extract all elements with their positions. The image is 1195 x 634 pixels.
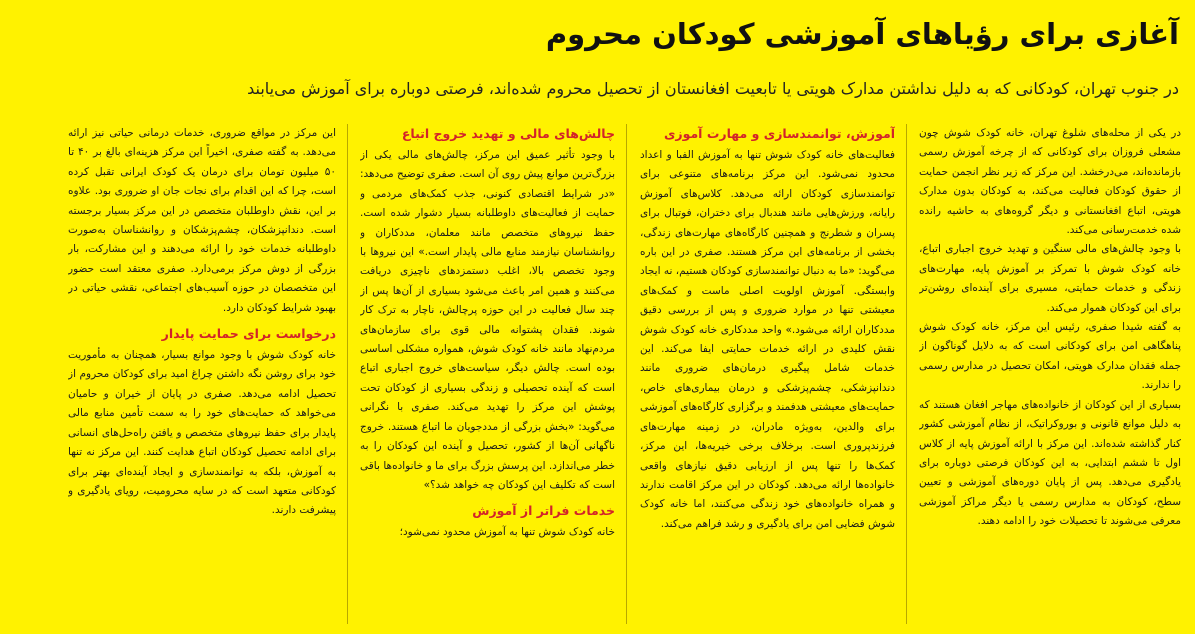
subheading-services: خدمات فراتر از آموزش: [472, 503, 615, 519]
paragraph: فعالیت‌های خانه کودک شوش تنها به آموزش الفبا و اعداد محدود نمی‌شود. این مرکز برنامه‌های متنوعی برای توانمندسازی کودکان ارائه می‌دهد. کلاس‌های آموزش رایانه، ورزش‌هایی مانند هندبال برای دختران، فوتبال برای پسران و شطرنج و همچنین کارگاه‌های مهارت‌های زندگی، بخشی از برنامه‌های این مرکز هستند. صفری در این باره می‌گوید: «ما به دنبال توانمندسازی کودکان هستیم، نه ایجاد وابستگی. آموزش اولویت اصلی ماست و کمک‌های معیشتی تنها در موارد ضروری و پس از بررسی دقیق مددکاران ارائه می‌شود.» واحد مددکاری خانه کودک شوش نقش کلیدی در ارائه خدمات حمایتی ایفا می‌کند. این خدمات شامل پیگیری درمان‌های ضروری مانند دندانپزشکی، چشم‌پزشکی و درمان بیماری‌های خاص، حمایت‌های معیشتی هدفمند و برگزاری کارگاه‌های آموزشی برای والدین، به‌ویژه مادران، در زمینه مهارت‌های فرزندپروری است. برخلاف برخی خیریه‌ها، این مرکز، کمک‌ها را تنها پس از ارزیابی دقیق نیازهای واقعی خانواده‌ها ارائه می‌دهد. کودکان در این مرکز اقامت ندارند و همراه خانواده‌های خود زندگی می‌کنند، اما خانه کودک شوش فضایی امن برای یادگیری و رشد فراهم می‌کند.: [640, 149, 895, 530]
column-divider: [347, 124, 348, 624]
paragraph: خانه کودک شوش تنها به آموزش محدود نمی‌شود؛: [399, 526, 615, 539]
paragraph: خانه کودک شوش با وجود موانع بسیار، همچنان به مأموریت خود برای روشن نگه داشتن چراغ امید برای کودکان محروم از تحصیل ادامه می‌دهد. صفری در پایان از خیران و حامیان می‌خواهد که حمایت‌های خود را به سمت تأمین منابع مالی پایدار برای حفظ نیروهای متخصص و یافتن راه‌حل‌های انسانی برای ادامه تحصیل کودکان اتباع هدایت کنند. این مرکز نه تنها به آموزش، بلکه به توانمندسازی و ایجاد آینده‌ای بهتر برای کودکانی متعهد است که در سایه محرومیت، رویای یادگیری و پیشرفت دارند.: [68, 349, 336, 517]
subheading-sustainable-support: درخواست برای حمایت پایدار: [161, 326, 336, 342]
paragraph: بسیاری از این کودکان از خانواده‌های مهاجر افغان هستند که به دلیل موانع قانونی و بوروکراتیک، از نظام آموزشی کشور کنار گذاشته شده‌اند. این مرکز با ارائه آموزش پایه از کلاس اول تا ششم ابتدایی، به این کودکان فرصتی دوباره برای یادگیری می‌دهد. پس از پایان دوره‌های آموزشی و تعیین سطح، کودکان به مدارس رسمی یا دیگر مراکز آموزشی معرفی می‌شوند تا تحصیلات خود را ادامه دهند.: [919, 398, 1181, 528]
column-1: [919, 124, 1181, 630]
article-title: آغازی برای رؤیاهای آموزشی کودکان محروم: [545, 17, 1179, 51]
column-3: [360, 124, 615, 630]
paragraph: این مرکز در مواقع ضروری، خدمات درمانی حیاتی نیز ارائه می‌دهد. به گفته صفری، اخیراً این مرکز هزینه‌ای بالغ بر ۴۰ تا ۵۰ میلیون تومان برای درمان یک کودک ایرانی تقبل کرده است، چرا که این اقدام برای نجات جان او ضروری بود. علاوه بر این، نقش داوطلبان متخصص در این مرکز بسیار برجسته است. دندانپزشکان، چشم‌پزشکان و روانشناسان به‌صورت داوطلبانه خدمات خود را ارائه می‌دهند و این مشارکت، بار بزرگی از دوش مرکز برمی‌دارد. صفری معتقد است حضور این متخصصان در حوزه آسیب‌های اجتماعی، نقشی حیاتی در بهبود شرایط کودکان دارد.: [68, 127, 336, 314]
column-2: [640, 124, 895, 630]
article-body: [0, 124, 1195, 630]
column-4: [68, 124, 336, 630]
paragraph: به گفته شیدا صفری، رئیس این مرکز، خانه کودک شوش پناهگاهی امن برای کودکانی است که به دلایل گوناگون از جمله فقدان مدارک هویتی، امکان تحصیل در مدارس رسمی را ندارند.: [919, 321, 1181, 392]
subheading-financial-challenges: چالش‌های مالی و تهدید خروج اتباع: [401, 126, 615, 141]
paragraph: با وجود تأثیر عمیق این مرکز، چالش‌های مالی یکی از بزرگ‌ترین موانع پیش روی آن است. صفری توضیح می‌دهد: «در شرایط اقتصادی کنونی، جذب کمک‌های مردمی و حمایت از فعالیت‌های داوطلبانه بسیار دشوار شده است. حفظ نیروهای متخصص مانند معلمان، مددکاران و روانشناسان نیازمند منابع مالی پایدار است.» این نیروها با وجود تخصص بالا، اغلب دستمزدهای ناچیزی دریافت می‌کنند و همین امر باعث می‌شود بسیاری از آن‌ها پس از چند سال فعالیت در این حوزه پرچالش، ناچار به ترک کار شوند. فقدان پشتوانه مالی قوی برای سازمان‌های مردم‌نهاد مانند خانه کودک شوش، همواره مشکلی اساسی بوده است. چالش دیگر، سیاست‌های خروج اجباری اتباع است که آینده تحصیلی و زندگی بسیاری از کودکان تحت پوشش این مرکز را تهدید می‌کند. صفری با نگرانی می‌گوید: «بخش بزرگی از مددجویان ما اتباع هستند. خروج ناگهانی آن‌ها از کشور، تحصیل و آینده این کودکان را به خطر می‌اندازد. این پرسش بزرگ برای ما و خانواده‌ها باقی است که تکلیف این کودکان چه خواهد شد؟»: [360, 149, 615, 491]
paragraph: در یکی از محله‌های شلوغ تهران، خانه کودک شوش چون مشعلی فروزان برای کودکانی که از چرخه آموزش رسمی بازمانده‌اند، می‌درخشد. این مرکز که زیر نظر انجمن حمایت از حقوق کودکان فعالیت می‌کند، به کودکان بدون مدارک هویتی، اتباع افغانستانی و دیگر گروه‌های به حاشیه رانده شده خدمت‌رسانی می‌کند.: [919, 127, 1181, 237]
subheading-education: آموزش، توانمندسازی و مهارت آموزی: [663, 126, 895, 141]
column-divider: [626, 124, 627, 624]
article-lead: در جنوب تهران، کودکانی که به دلیل نداشتن مدارک هویتی یا تابعیت افغانستان از تحصیل محروم شده‌اند، فرصتی دوباره برای آموزش می‌یابند: [247, 79, 1179, 98]
paragraph: با وجود چالش‌های مالی سنگین و تهدید خروج اجباری اتباع، خانه کودک شوش با تمرکز بر آموزش پایه، مهارت‌های زندگی و خدمات حمایتی، مسیری برای آینده‌ای روشن‌تر برای این کودکان هموار می‌کند.: [919, 243, 1181, 314]
column-divider: [906, 124, 907, 624]
